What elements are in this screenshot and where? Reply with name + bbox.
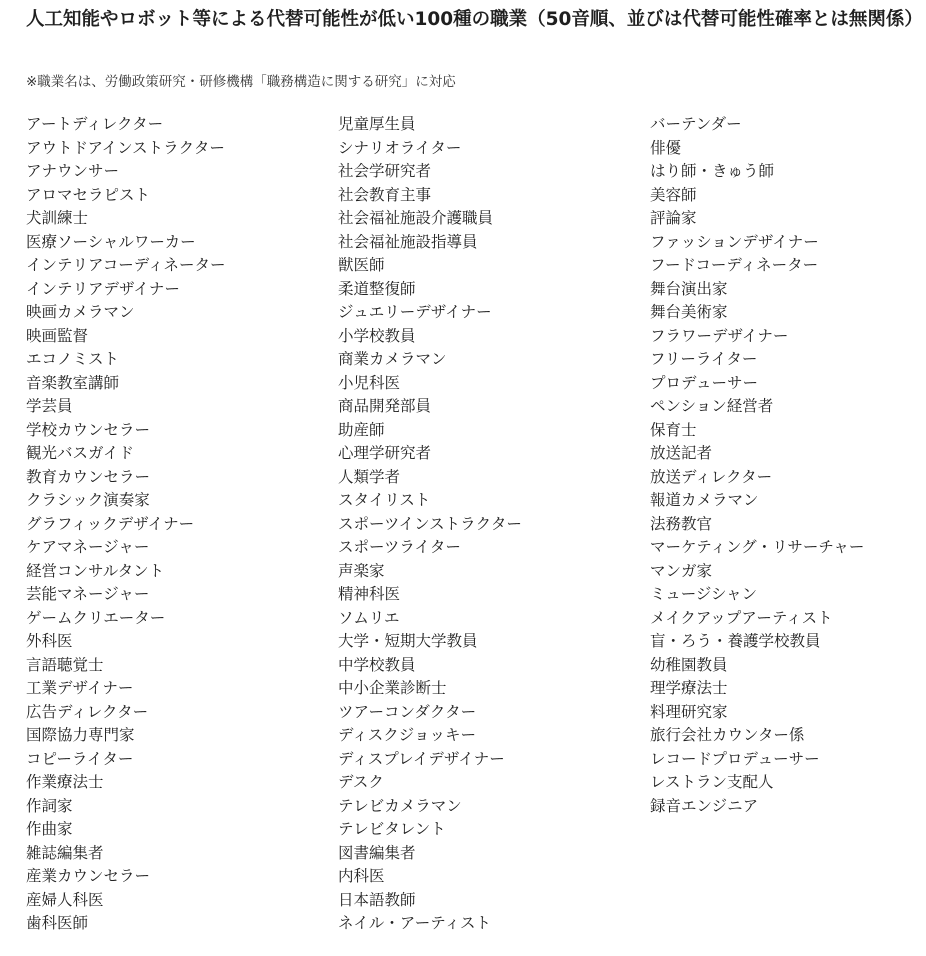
occupation-item: 盲・ろう・養護学校教員 (650, 632, 821, 650)
occupation-item: バーテンダー (650, 115, 742, 133)
occupation-item: 犬訓練士 (26, 209, 89, 227)
occupation-item: ジュエリーデザイナー (338, 303, 492, 321)
occupation-item: 図書編集者 (338, 843, 416, 862)
occupation-item: 音楽教室講師 (26, 373, 120, 392)
occupation-item: 小学校教員 (338, 326, 416, 345)
occupation-item: ディスプレイデザイナー (338, 749, 505, 768)
occupation-item: 中小企業診断士 (338, 679, 447, 697)
occupation-item: 工業デザイナー (26, 679, 134, 697)
occupation-item: 言語聴覚士 (26, 655, 104, 674)
occupation-item: 精神科医 (338, 585, 401, 603)
occupation-item: インテリアコーディネーター (26, 256, 226, 274)
occupation-item: アウトドアインストラクター (26, 138, 225, 157)
occupation-item: スポーツインストラクター (338, 514, 522, 533)
occupation-item: フリーライター (650, 350, 758, 368)
occupation-item: グラフィックデザイナー (26, 514, 195, 533)
occupation-item: ソムリエ (338, 608, 400, 627)
occupation-item: アロマセラピスト (26, 185, 151, 204)
occupation-item: 舞台演出家 (650, 279, 728, 298)
occupation-item: 学校カウンセラー (26, 420, 151, 439)
occupation-item: 学芸員 (26, 397, 73, 415)
occupation-item: 料理研究家 (650, 702, 728, 721)
occupation-item: 産業カウンセラー (26, 867, 151, 885)
occupation-item: ネイル・アーティスト (338, 914, 491, 932)
occupation-item: レコードプロデューサー (650, 749, 820, 768)
occupation-item: ディスクジョッキー (338, 726, 476, 744)
occupation-item: 医療ソーシャルワーカー (26, 232, 196, 251)
occupation-item: 保育士 (650, 420, 697, 439)
occupation-item: 獣医師 (338, 256, 385, 274)
occupation-item: エコノミスト (26, 350, 120, 368)
occupation-item: スポーツライター (338, 538, 461, 556)
occupation-item: ツアーコンダクター (338, 702, 477, 721)
occupation-item: 助産師 (338, 420, 385, 439)
occupation-item: 旅行会社カウンター係 (650, 726, 805, 744)
occupation-item: 作詞家 (26, 796, 73, 815)
occupation-item: 社会教育主事 (338, 185, 432, 204)
occupation-item: 商品開発部員 (338, 397, 432, 415)
occupation-item: ペンション経営者 (650, 397, 774, 415)
source-note: ※職業名は、労働政策研究・研修機構「職務構造に関する研究」に対応 (26, 74, 456, 90)
occupation-item: 作業療法士 (26, 773, 104, 791)
occupation-item: マンガ家 (650, 561, 713, 580)
occupation-item: 評論家 (650, 209, 697, 227)
occupation-item: 小児科医 (338, 373, 401, 392)
occupation-item: 社会福祉施設介護職員 (338, 209, 494, 227)
occupation-item: テレビタレント (338, 820, 446, 838)
occupation-item: 放送ディレクター (650, 467, 773, 486)
occupation-item: テレビカメラマン (338, 796, 462, 815)
occupation-item: コピーライター (26, 749, 134, 768)
occupation-item: 作曲家 (26, 820, 73, 838)
occupation-item: 美容師 (650, 185, 697, 204)
occupation-column-1 (26, 113, 226, 936)
occupation-item: 経営コンサルタント (26, 561, 165, 580)
occupation-item: 大学・短期大学教員 (338, 632, 478, 650)
occupation-item: アナウンサー (26, 162, 120, 180)
occupation-item: 商業カメラマン (338, 350, 447, 368)
occupation-column-3 (650, 113, 864, 818)
occupation-item: プロデューサー (650, 373, 759, 392)
occupation-item: 映画監督 (26, 326, 89, 345)
occupation-item: ケアマネージャー (26, 538, 150, 556)
occupation-item: 日本語教師 (338, 890, 416, 909)
occupation-item: 社会学研究者 (338, 162, 432, 180)
occupation-item: フラワーデザイナー (650, 326, 789, 345)
occupation-item: 柔道整復師 (338, 279, 416, 298)
occupation-item: メイクアップアーティスト (650, 608, 833, 627)
occupation-item: 放送記者 (650, 444, 713, 462)
occupation-item: 幼稚園教員 (650, 655, 728, 674)
occupation-item: フードコーディネーター (650, 256, 819, 274)
occupation-item: マーケティング・リサーチャー (650, 538, 865, 556)
occupation-item: 映画カメラマン (26, 303, 135, 321)
occupation-item: ゲームクリエーター (26, 608, 166, 627)
occupation-item: 国際協力専門家 (26, 726, 135, 744)
occupation-item: レストラン支配人 (650, 773, 774, 791)
page-title: 人工知能やロボット等による代替可能性が低い100種の職業（50音順、並びは代替可能性確率とは無関係） (26, 9, 923, 30)
occupation-item: 声楽家 (338, 561, 385, 580)
occupation-item: 教育カウンセラー (26, 467, 151, 486)
occupation-item: アートディレクター (26, 115, 164, 133)
occupation-item: はり師・きゅう師 (650, 162, 775, 180)
occupation-item: 外科医 (26, 632, 73, 650)
occupation-item: インテリアデザイナー (26, 279, 180, 298)
occupation-item: 中学校教員 (338, 655, 416, 674)
occupation-item: 社会福祉施設指導員 (338, 232, 478, 251)
occupation-column-2 (338, 113, 522, 936)
occupation-item: 理学療法士 (650, 679, 728, 697)
occupation-item: ミュージシャン (650, 585, 758, 603)
occupation-item: 法務教官 (650, 514, 713, 533)
occupation-item: 内科医 (338, 867, 385, 885)
occupation-item: スタイリスト (338, 491, 431, 509)
occupation-item: 歯科医師 (26, 914, 89, 932)
occupation-item: 報道カメラマン (650, 491, 759, 509)
occupation-item: クラシック演奏家 (26, 491, 150, 509)
occupation-item: 広告ディレクター (26, 702, 149, 721)
occupation-item: 舞台美術家 (650, 303, 728, 321)
occupation-item: 心理学研究者 (338, 444, 432, 462)
occupation-item: 録音エンジニア (650, 796, 759, 815)
occupation-item: ファッションデザイナー (650, 232, 819, 251)
occupation-item: 人類学者 (338, 467, 401, 486)
occupation-item: デスク (338, 773, 384, 791)
occupation-item: 産婦人科医 (26, 890, 104, 909)
occupation-item: シナリオライター (338, 138, 462, 157)
occupation-item: 俳優 (650, 138, 682, 157)
occupation-item: 芸能マネージャー (26, 585, 150, 603)
occupation-item: 雑誌編集者 (26, 843, 104, 862)
occupation-item: 児童厚生員 (338, 115, 416, 133)
occupation-item: 観光バスガイド (26, 444, 135, 462)
